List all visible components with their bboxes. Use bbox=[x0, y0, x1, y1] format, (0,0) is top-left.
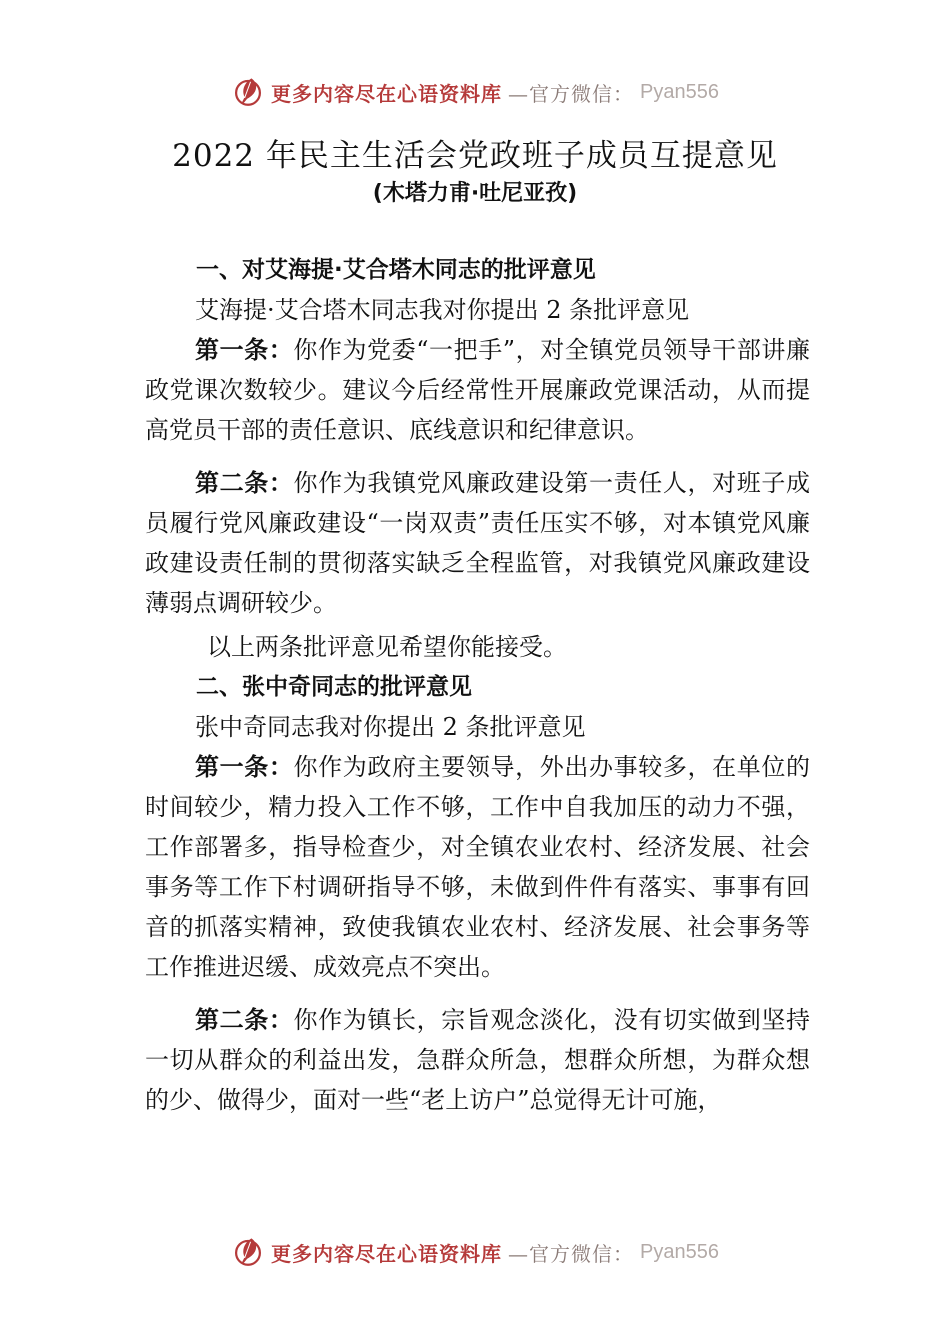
item-text: 你作为党委“一把手”，对全镇党员领导干部讲廉政党课次数较少。建议今后经常性开展廉政党课活动，从而提高党员干部的责任意识、底线意识和纪律意识。 bbox=[145, 336, 810, 444]
criticism-item bbox=[145, 1000, 810, 1120]
section-intro: 艾海提·艾合塔木同志我对你提出 2 条批评意见 bbox=[195, 296, 690, 324]
item-label: 第二条： bbox=[195, 1006, 294, 1034]
feather-quill-icon bbox=[231, 1235, 265, 1269]
item-text: 你作为我镇党风廉政建设第一责任人，对班子成员履行党风廉政建设“一岗双责”责任压实不够，对本镇党风廉政建设责任制的贯彻落实缺乏全程监管，对我镇党风廉政建设薄弱点调研较少。 bbox=[145, 469, 810, 617]
item-label: 第一条： bbox=[195, 336, 294, 364]
criticism-item bbox=[145, 330, 810, 450]
watermark-separator: —官方微信： bbox=[508, 81, 635, 106]
watermark-separator: —官方微信： bbox=[508, 1241, 635, 1266]
section-intro: 张中奇同志我对你提出 2 条批评意见 bbox=[195, 713, 586, 741]
section-heading: 二、张中奇同志的批评意见 bbox=[196, 674, 472, 700]
page-subtitle: (木塔力甫·吐尼亚孜) bbox=[372, 181, 578, 206]
footer-watermark bbox=[0, 1232, 950, 1272]
section-heading: 一、对艾海提·艾合塔木同志的批评意见 bbox=[196, 257, 596, 283]
document-body bbox=[145, 250, 810, 1120]
watermark-brand: 更多内容尽在心语资料库 bbox=[271, 1241, 503, 1266]
item-text: 你作为镇长，宗旨观念淡化，没有切实做到坚持一切从群众的利益出发，急群众所急，想群众所想，为群众想的少、做得少，面对一些“老上访户”总觉得无计可施， bbox=[145, 1006, 810, 1114]
feather-quill-icon bbox=[231, 75, 265, 109]
item-label: 第二条： bbox=[195, 469, 294, 497]
watermark-brand: 更多内容尽在心语资料库 bbox=[271, 81, 503, 106]
watermark-account: Pyan556 bbox=[640, 80, 719, 103]
section-closing: 以上两条批评意见希望你能接受。 bbox=[207, 633, 567, 661]
criticism-item bbox=[145, 747, 810, 987]
header-watermark bbox=[0, 72, 950, 112]
item-text: 你作为政府主要领导，外出办事较多，在单位的时间较少，精力投入工作不够，工作中自我加压的动力不强，工作部署多，指导检查少，对全镇农业农村、经济发展、社会事务等工作下村调研指导不够，未做到件件有落实、事事有回音的抓落实精神，致使我镇农业农村、经济发展、社会事务等工作推进迟缓、成效亮点不突出。 bbox=[145, 753, 810, 981]
criticism-item bbox=[145, 463, 810, 623]
watermark-account: Pyan556 bbox=[640, 1240, 719, 1263]
page-title: 2022 年民主生活会党政班子成员互提意见 bbox=[172, 138, 778, 174]
item-label: 第一条： bbox=[195, 753, 294, 781]
